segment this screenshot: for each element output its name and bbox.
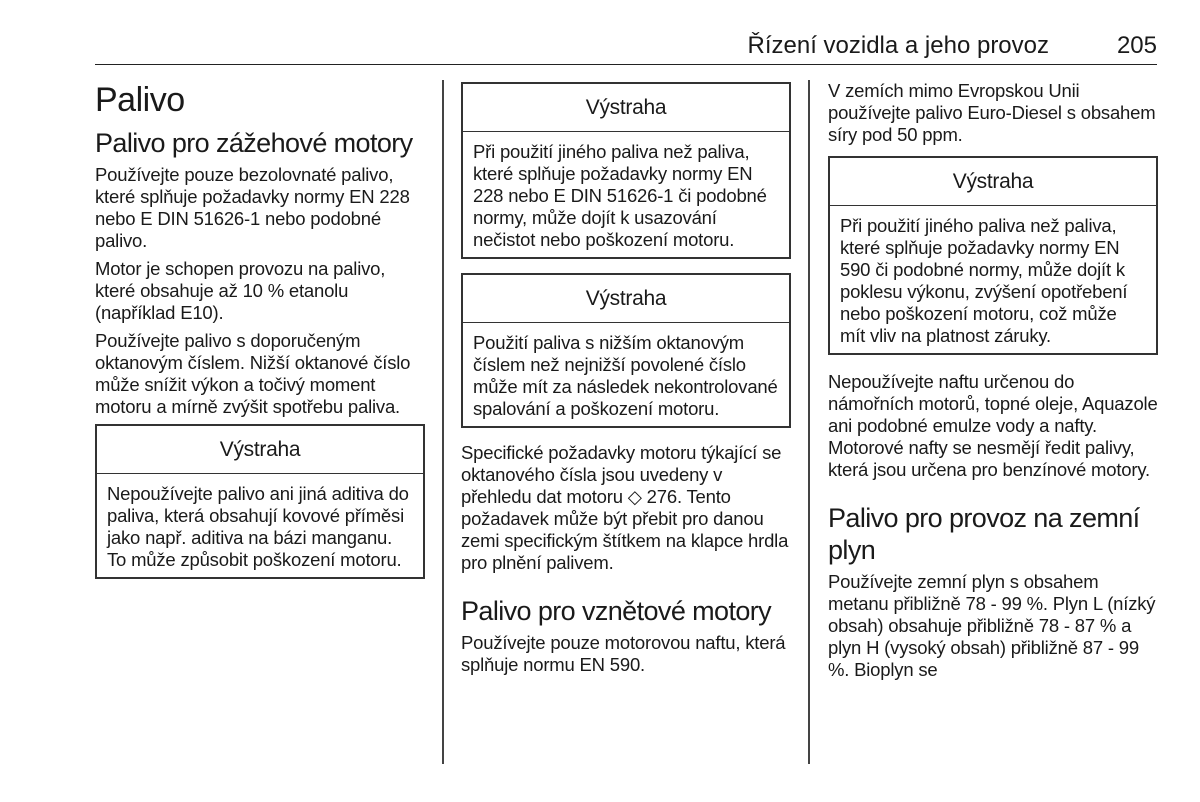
section-heading-diesel: Palivo pro vznětové motory bbox=[461, 596, 772, 626]
paragraph: Používejte pouze motorovou naftu, která splňuje normu EN 590. bbox=[461, 631, 786, 675]
warning-box bbox=[95, 424, 425, 579]
warning-text: Použití paliva s nižším oktanovým číslem než nejnižší povolené číslo může mít za následek nekontrolované spalování a poškození motoru. bbox=[473, 332, 778, 419]
paragraph: Specifické požadavky motoru týkající se oktanového čísla jsou uvedeny v přehledu dat motoru ◇ 276. Tento požadavek může být přebit pro danou zemi specifickým štítkem na klapce hrdla pro plnění palivem. bbox=[461, 442, 789, 573]
warning-title: Výstraha bbox=[830, 158, 1156, 206]
paragraph: Používejte pouze bezolovnaté palivo, které splňuje požadavky normy EN 228 nebo E DIN 51626-1 nebo podobné palivo. bbox=[95, 163, 410, 251]
column-divider bbox=[808, 80, 810, 764]
warning-text: Při použití jiného paliva než paliva, které splňuje požadavky normy EN 228 nebo E DIN 51626-1 či podobné normy, může dojít k usazování nečistot nebo poškození motoru. bbox=[473, 141, 767, 250]
paragraph: Používejte zemní plyn s obsahem metanu přibližně 78 - 99 %. Plyn L (nízký obsah) obsahuje přibližně 78 - 87 % a plyn H (vysoký obsah) přibližně 87 - 99 %. Bioplyn se bbox=[828, 570, 1156, 680]
section-heading-petrol: Palivo pro zážehové motory bbox=[95, 128, 413, 159]
page-header bbox=[95, 30, 1157, 65]
warning-title: Výstraha bbox=[463, 84, 789, 132]
warning-box bbox=[461, 273, 791, 428]
paragraph: Nepoužívejte naftu určenou do námořních motorů, topné oleje, Aquazole ani podobné emulze vody a nafty. Motorové nafty se nesmějí ředit palivy, která jsou určena pro benzínové motory. bbox=[828, 371, 1158, 480]
page-number: 205 bbox=[1116, 32, 1157, 59]
paragraph: V zemích mimo Evropskou Unii používejte palivo Euro-Diesel s obsahem síry pod 50 ppm. bbox=[828, 80, 1156, 145]
warning-title: Výstraha bbox=[97, 426, 423, 474]
page-title: Palivo bbox=[95, 81, 185, 119]
warning-body bbox=[97, 474, 423, 577]
warning-text: Nepoužívejte palivo ani jiná aditiva do paliva, která obsahují kovové příměsi jako např. aditiva na bázi manganu. To může způsobit poškození motoru. bbox=[107, 482, 409, 570]
column-divider bbox=[442, 80, 444, 764]
warning-body bbox=[830, 206, 1156, 353]
warning-body bbox=[463, 323, 789, 426]
section-title: Řízení vozidla a jeho provoz bbox=[747, 32, 1049, 59]
column-2 bbox=[461, 80, 791, 682]
warning-box bbox=[828, 156, 1158, 355]
warning-title: Výstraha bbox=[463, 275, 789, 323]
warning-body bbox=[463, 132, 789, 257]
paragraph: Používejte palivo s doporučeným oktanovým číslem. Nižší oktanové číslo může snížit výkon a točivý moment motoru a mírně zvýšit spotřebu paliva. bbox=[95, 329, 411, 417]
paragraph: Motor je schopen provozu na palivo, které obsahuje až 10 % etanolu (například E10). bbox=[95, 257, 386, 323]
section-heading-natural-gas: Palivo pro provoz na zemní plyn bbox=[828, 503, 1140, 565]
column-3 bbox=[828, 80, 1158, 687]
warning-text: Při použití jiného paliva než paliva, které splňuje požadavky normy EN 590 či podobné normy, může dojít k poklesu výkonu, zvýšení opotřebení nebo poškození motoru, což může mít vliv na platnost záruky. bbox=[840, 215, 1128, 346]
warning-box bbox=[461, 82, 791, 259]
column-1 bbox=[95, 80, 425, 589]
